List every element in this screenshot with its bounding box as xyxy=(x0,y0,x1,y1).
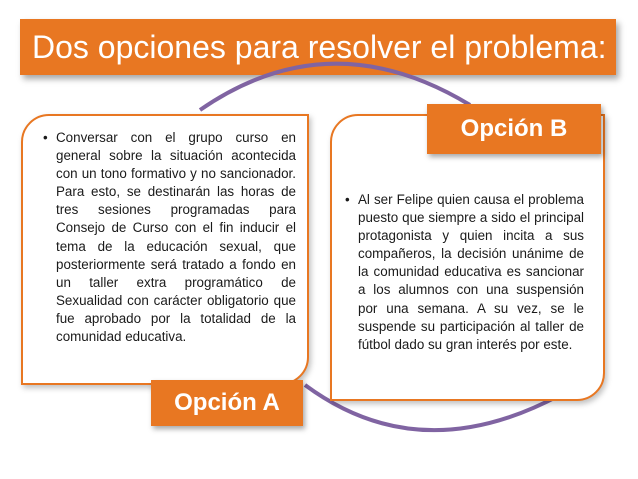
option-a-card xyxy=(21,114,309,385)
slide-title: Dos opciones para resolver el problema: xyxy=(20,19,616,75)
option-b-text-block xyxy=(345,191,584,354)
option-b-card xyxy=(330,114,605,401)
option-b-label: Opción B xyxy=(427,104,601,154)
option-a-text: Conversar con el grupo curso en general sobre la situación acontecida con un tono formativo y no sancionador. Para esto, se destinarán las horas de tres sesiones programadas para Consejo de Curso con el fin inducir el tema de la educación sexual, que posteriormente será tratado a fondo en un taller extra programático de Sexualidad con carácter obligatorio que fue aprobado por la totalidad de la comunidad educativa. xyxy=(56,130,296,345)
bullet-icon: • xyxy=(43,130,48,145)
option-a-text-block xyxy=(43,129,296,346)
bullet-icon: • xyxy=(345,192,350,207)
option-a-label: Opción A xyxy=(151,380,303,426)
option-b-text: Al ser Felipe quien causa el problema puesto que siempre a sido el principal protagonista y quien incita a sus compañeros, la decisión unánime de la comunidad educativa es sancionar a los alumnos con una suspensión por una semana. A su vez, se le suspende su participación al taller de fútbol dado su gran interés por este. xyxy=(358,192,584,352)
